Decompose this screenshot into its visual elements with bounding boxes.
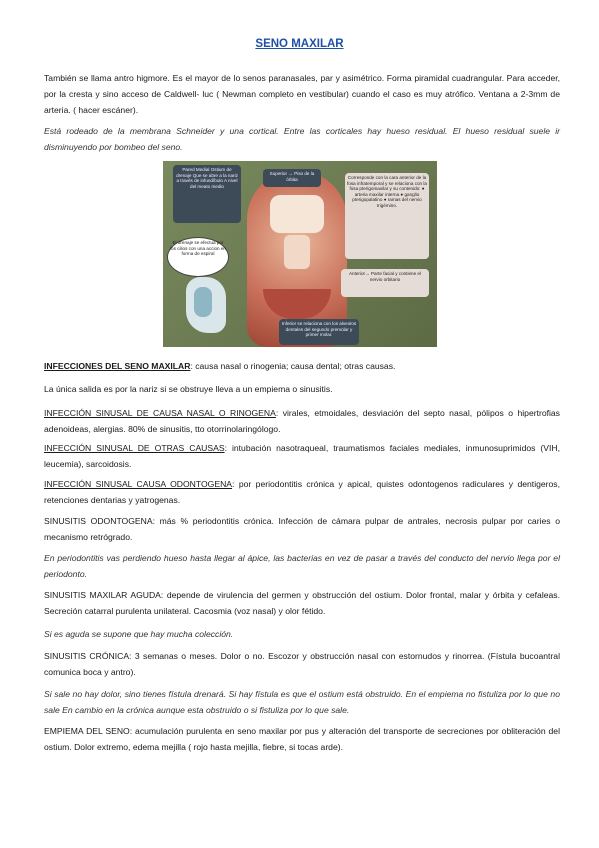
label-inferior: Inferior se relaciona con los alveolos dentales del segundo premolar y primer molar.: [279, 319, 359, 345]
nasal-paragraph: [44, 405, 560, 437]
odonto-heading: INFECCIÓN SINUSAL CAUSA ODONTOGENA: [44, 479, 233, 489]
label-superior: Superior → Piso de la órbita: [263, 169, 321, 187]
label-drenaje: El drenaje se efectua por los cilios con una accion en forma de espiral: [167, 237, 229, 277]
fistula-note: Si sale no hay dolor, sino tienes fístula drenará. Si hay fístula es que el ostium está obstruido. En el empiema no fistuliza por lo que no sale En cambio en la crónica aunque esta obstruido o si fistuliza por lo que sale.: [44, 689, 560, 715]
salida-paragraph: La única salida es por la nariz si se obstruye lleva a un empiema o sinusitis.: [44, 384, 333, 394]
empiema-paragraph: EMPIEMA DEL SENO: acumulación purulenta en seno maxilar por pus y alteración del transporte de secreciones por obliteración del ostium. Dolor extremo, edema mejilla ( rojo hasta mejilla, fiebre, si tocas arde).: [44, 726, 560, 752]
periodontitis-note: En periodontitis vas perdiendo hueso hasta llegar al ápice, las bacterias en vez de pasar a través del conducto del nervio llega por el periodonto.: [44, 553, 560, 579]
odonto-paragraph: [44, 476, 560, 508]
nasal-cavity: [284, 235, 310, 269]
cronica-paragraph: SINUSITIS CRÓNICA: 3 semanas o meses. Dolor o no. Escozor y obstrucción nasal con estornudos y rinorrea. (Fístula bucoantral comunica boca y antro).: [44, 651, 560, 677]
membrane-note: Está rodeado de la membrana Schneider y una cortical. Entre las corticales hay hueso residual. El hueso residual suele ir disminuyendo por bombeo del seno.: [44, 126, 560, 152]
sinusitis-odonto-paragraph: SINUSITIS ODONTOGENA: más % periodontitis crónica. Infección de cámara pulpar de antrales, necrosis pulpar por caries o mecanismo retrógrado.: [44, 516, 560, 542]
label-medial-wall: Pared Medial Ostium de drenaje Que se abre a la nariz a través de infundíbulo A nivel del meato medio: [173, 165, 241, 223]
sinus-cast-illustration: [186, 277, 226, 333]
otras-text: : intubación nasotraqueal, traumatismos faciales mediales, inmunosuprimidos (VIH, leucemia), sarcoidosis.: [44, 443, 561, 469]
otras-heading: INFECCIÓN SINUSAL DE OTRAS CAUSAS: [44, 443, 225, 453]
otras-paragraph: [44, 440, 560, 472]
sinus-anatomy-figure: [163, 161, 437, 347]
infecciones-heading: INFECCIONES DEL SENO MAXILAR: [44, 361, 191, 371]
infecciones-text: : causa nasal o rinogenia; causa dental; otras causas.: [190, 361, 396, 371]
label-anterior: Anterior→ Parte facial y contiene el nervio orbitario: [341, 269, 429, 297]
infecciones-paragraph: [44, 358, 560, 374]
aguda-note: Si es aguda se supone que hay mucha colección.: [44, 629, 234, 639]
label-posterior: Corresponde con la cara anterior de la fosa infratemporal y se relaciona con la fosa pterigomaxilar y su contenido: ● arteria maxilar interna ● ganglio pterigopalatino ● ramas del nervio trigémino.: [345, 173, 429, 259]
intro-paragraph: También se llama antro higmore. Es el mayor de lo senos paranasales, par y asimétrico. Forma piramidal cuadrangular. Para acceder, por la cresta y sino acceso de Caldwell- luc ( Newman completo en vestibular) cuando el caso es muy atrófico. Ventana a 2-3mm de arteria. ( hacer escáner).: [44, 73, 560, 115]
odonto-text: : por periodontitis crónica y apical, quistes odontogenos radiculares y dentigeros, retenciones dentarias y yatrogenas.: [44, 479, 560, 505]
page-title: SENO MAXILAR: [255, 38, 344, 50]
nasal-heading: INFECCIÓN SINUSAL DE CAUSA NASAL O RINOGENA: [44, 408, 276, 418]
nasal-text: : virales, etmoidales, desviación del septo nasal, pólipos o hipertrofias adenoideas, alergias. 80% de sinusitis, tto otorrinolaringólogo.: [44, 408, 560, 434]
aguda-paragraph: SINUSITIS MAXILAR AGUDA: depende de virulencia del germen y obstrucción del ostium. Dolor frontal, malar y órbita y cefaleas. Secreción catarral purulenta unilateral. Cacosmia (voz nasal) y olor fétido.: [44, 590, 560, 616]
sinus-cavity: [270, 195, 324, 233]
